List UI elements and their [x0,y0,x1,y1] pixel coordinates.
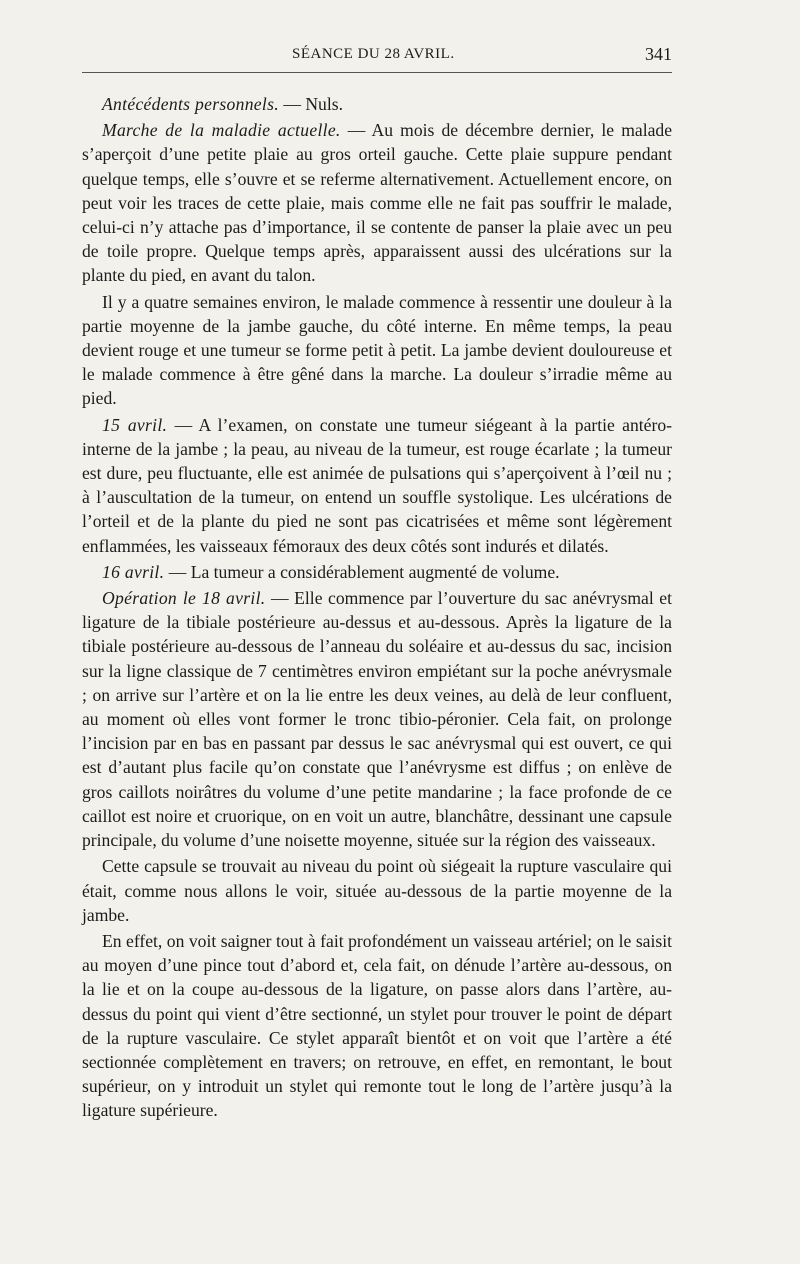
paragraph-text: — Au mois de décembre dernier, le malade s’aperçoit d’une petite plaie au gros orteil gauche. Cette plaie suppure pendant quelque temps, elle s’ouvre et se referme alternativement. Actuellement encore, on peut voir les traces de cette plaie, mais comme elle ne fait pas souffrir le malade, celui-ci n’y attache pas d’importance, il se contente de panser la plaie avec un peu de toile propre. Quelque temps après, apparaissent aussi des ulcérations sur la plante du pied, en avant du talon. [82,120,672,286]
paragraph [82,929,672,1123]
paragraph-text: Il y a quatre semaines environ, le malade commence à ressentir une douleur à la partie moyenne de la jambe gauche, du côté interne. En même temps, la peau devient rouge et une tumeur se forme petit à petit. La jambe devient douloureuse et le malade commence à être gêné dans la marche. La douleur s’irradie même au pied. [82,291,672,409]
paragraph-text: — Nuls. [278,94,343,114]
paragraph-lead: 16 avril. [102,561,165,582]
paragraph [82,586,672,852]
paragraph-text: Cette capsule se trouvait au niveau du point où siégeait la rupture vasculaire qui était, comme nous allons le voir, située au-dessous de la partie moyenne de la jambe. [82,856,672,925]
paragraph [82,290,672,411]
paragraph-text: — Elle commence par l’ouverture du sac anévrysmal et ligature de la tibiale postérieure au-dessus et au-dessous. Après la ligature de la tibiale postérieure au-dessous de l’anneau du soléaire et au-dessus du sac, incision sur la ligne classique de 7 centimètres environ empiétant sur la poche anévrysmale ; on arrive sur l’artère et on la lie entre les deux veines, au delà de leur confluent, au moment où elles vont former le tronc tibio-péronier. Cela fait, on prolonge l’incision par en bas en passant par dessus le sac anévrysmal qui est ouvert, ce qui est d’autant plus facile qu’on constate que l’anévrysme est diffus ; on enlève de gros caillots noirâtres du volume d’une petite mandarine ; la face profonde de ce caillot est noire et cruorique, on en voit un autre, blanchâtre, dessinant une capsule principale, du volume d’une noisette moyenne, située sur la région des vaisseaux. [82,588,672,851]
paragraph-lead: Marche de la maladie actuelle. [102,120,341,141]
paragraph-text: En effet, on voit saigner tout à fait profondément un vaisseau artériel; on le saisit au moyen d’une pince tout d’abord et, cela fait, on dénude l’artère au-dessous, on la lie et on la coupe au-dessous de la ligature, on passe alors dans l’artère, au-dessus du point qui vient d’être sectionné, un stylet pour trouver le point de départ de la rupture vasculaire. Ce stylet apparaît bientôt et on voit que l’artère a été sectionnée complètement en travers; on retrouve, en effet, en remontant, le bout supérieur, on y introduit un stylet qui remonte tout le long de l’artère jusqu’à la ligature supérieure. [82,930,672,1121]
paragraph [82,854,672,927]
paragraph-text: — A l’examen, on constate une tumeur siégeant à la partie antéro-interne de la jambe ; la peau, au niveau de la tumeur, est rouge écarlate ; la tumeur est dure, peu fluctuante, elle est animée de pulsations qui s’aperçoivent à l’œil nu ; à l’auscultation de la tumeur, on entend un souffle systolique. Les ulcérations de l’orteil et de la plante du pied ne sont pas cicatrisées et même sont légèrement enflammées, les vaisseaux fémoraux des deux côtés sont indurés et dilatés. [82,414,672,556]
page-number: 341 [645,44,672,64]
paragraph [82,413,672,558]
paragraph [82,560,672,584]
header-rule [82,72,672,73]
paragraph-lead: 15 avril. [102,414,168,435]
paragraph [82,92,672,116]
paragraph-lead: Opération le 18 avril. [102,588,266,609]
paragraph [82,118,672,287]
running-title: SÉANCE DU 28 AVRIL. [292,46,455,62]
paragraph-lead: Antécédents personnels. [102,94,279,114]
paragraph-text: — La tumeur a considérablement augmenté de volume. [164,561,560,582]
page-header [82,40,672,66]
body-text [82,92,672,1123]
document-page [82,40,672,1121]
